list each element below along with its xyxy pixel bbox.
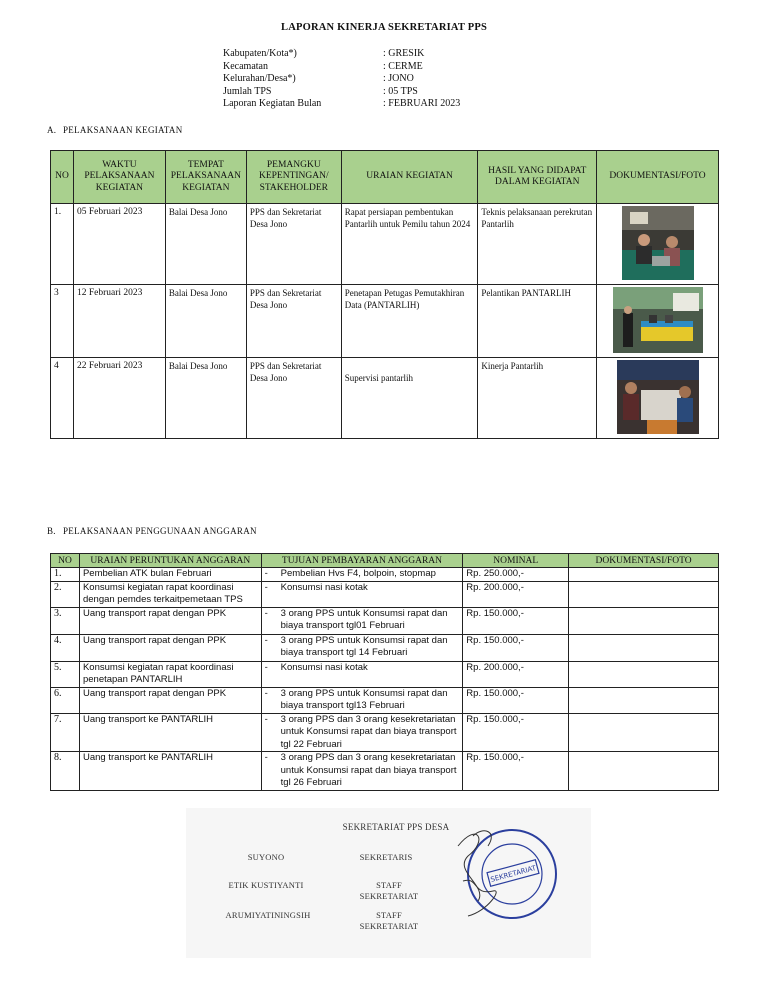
header-nominal: NOMINAL	[463, 554, 569, 568]
header-dokumentasi: DOKUMENTASI/FOTO	[569, 554, 719, 568]
inauguration-photo	[613, 287, 703, 353]
signer-role-3: STAFF SEKRETARIAT	[359, 910, 419, 931]
info-row-kelurahan: Kelurahan/Desa*) : JONO	[223, 73, 414, 85]
budget-photo-cell	[569, 607, 719, 634]
table-row: 8. Uang transport ke PANTARLIH - 3 orang PPS dan 3 orang kesekretariatan untuk Konsumsi rapat dan biaya transport tgl 26 Februari Rp. 150.000,-	[51, 752, 719, 791]
photo-cell	[597, 358, 719, 439]
budget-photo-cell	[569, 581, 719, 607]
budget-photo-cell	[569, 634, 719, 661]
header-dokumentasi: DOKUMENTASI/FOTO	[597, 151, 719, 204]
meeting-photo	[622, 206, 694, 280]
info-row-bulan: Laporan Kegiatan Bulan : FEBRUARI 2023	[223, 98, 461, 110]
signer-role-1: SEKRETARIS	[359, 852, 413, 862]
info-row-kecamatan: Kecamatan : CERME	[223, 60, 423, 72]
header-uraian-peruntukan: URAIAN PERUNTUKAN ANGGARAN	[79, 554, 261, 568]
photo-cell	[597, 204, 719, 285]
activity-table-header	[51, 151, 719, 204]
table-row: 3 12 Februari 2023 Balai Desa Jono PPS dan Sekretariat Desa Jono Penetapan Petugas Pemutakhiran Data (PANTARLIH) Pelantikan PANTARLIH	[51, 285, 719, 358]
budget-photo-cell	[569, 661, 719, 687]
table-row: 7. Uang transport ke PANTARLIH - 3 orang PPS dan 3 orang kesekretariatan untuk Konsumsi rapat dan biaya transport tgl 22 Februari Rp. 150.000,-	[51, 713, 719, 752]
official-stamp	[448, 816, 568, 936]
header-waktu: WAKTU PELAKSANAAN KEGIATAN	[73, 151, 165, 204]
header-tujuan: TUJUAN PEMBAYARAN ANGGARAN	[261, 554, 463, 568]
header-stakeholder: PEMANGKU KEPENTINGAN/ STAKEHOLDER	[246, 151, 341, 204]
budget-table	[50, 553, 719, 791]
signer-name-2: ETIK KUSTIYANTI	[228, 880, 304, 890]
header-uraian: URAIAN KEGIATAN	[341, 151, 478, 204]
table-row: 3. Uang transport rapat dengan PPK - 3 orang PPS untuk Konsumsi rapat dan biaya transport tgl01 Februari Rp. 150.000,-	[51, 607, 719, 634]
table-row: 1. 05 Februari 2023 Balai Desa Jono PPS dan Sekretariat Desa Jono Rapat persiapan pembentukan Pantarlih untuk Pemilu tahun 2024 Teknis pelaksanaan perekrutan Pantarlih	[51, 204, 719, 285]
info-row-jumlah-tps: Jumlah TPS : 05 TPS	[223, 85, 418, 97]
table-row: 2. Konsumsi kegiatan rapat koordinasi dengan pemdes terkaitpemetaan TPS - Konsumsi nasi kotak Rp. 200.000,-	[51, 581, 719, 607]
stamp-label: SEKRETARIAT	[489, 864, 537, 884]
signature-block	[186, 808, 591, 958]
signer-name-3: ARUMIYATININGSIH	[225, 910, 311, 920]
header-hasil: HASIL YANG DIDAPAT DALAM KEGIATAN	[478, 151, 597, 204]
supervision-photo	[617, 360, 699, 434]
photo-cell	[597, 285, 719, 358]
budget-photo-cell	[569, 713, 719, 752]
signer-name-1: SUYONO	[247, 852, 285, 862]
header-no: NO	[51, 151, 74, 204]
table-row: 1. Pembelian ATK bulan Februari - Pembelian Hvs F4, bolpoin, stopmap Rp. 250.000,-	[51, 568, 719, 582]
info-row-kabupaten: Kabupaten/Kota*) : GRESIK	[223, 48, 425, 59]
activity-table	[50, 150, 719, 439]
signature-heading: SEKRETARIAT PPS DESA	[342, 822, 450, 832]
section-b-heading: B. PELAKSANAAN PENGGUNAAN ANGGARAN	[47, 526, 257, 536]
signer-role-2: STAFF SEKRETARIAT	[359, 880, 419, 901]
header-tempat: TEMPAT PELAKSANAAN KEGIATAN	[165, 151, 246, 204]
table-row: 4. Uang transport rapat dengan PPK - 3 orang PPS untuk Konsumsi rapat dan biaya transport tgl 14 Februari Rp. 150.000,-	[51, 634, 719, 661]
header-no: NO	[51, 554, 80, 568]
report-title: LAPORAN KINERJA SEKRETARIAT PPS	[280, 22, 488, 33]
section-a-heading: A. PELAKSANAAN KEGIATAN	[47, 125, 183, 135]
budget-photo-cell	[569, 752, 719, 791]
table-row: 5. Konsumsi kegiatan rapat koordinasi penetapan PANTARLIH - Konsumsi nasi kotak Rp. 200.000,-	[51, 661, 719, 687]
budget-table-header	[51, 554, 719, 568]
budget-photo-cell	[569, 568, 719, 582]
report-info	[223, 48, 460, 111]
budget-photo-cell	[569, 687, 719, 713]
table-row: 6. Uang transport rapat dengan PPK - 3 orang PPS untuk Konsumsi rapat dan biaya transport tgl13 Februari Rp. 150.000,-	[51, 687, 719, 713]
table-row: 4 22 Februari 2023 Balai Desa Jono PPS dan Sekretariat Desa Jono Supervisi pantarlih Kinerja Pantarlih	[51, 358, 719, 439]
